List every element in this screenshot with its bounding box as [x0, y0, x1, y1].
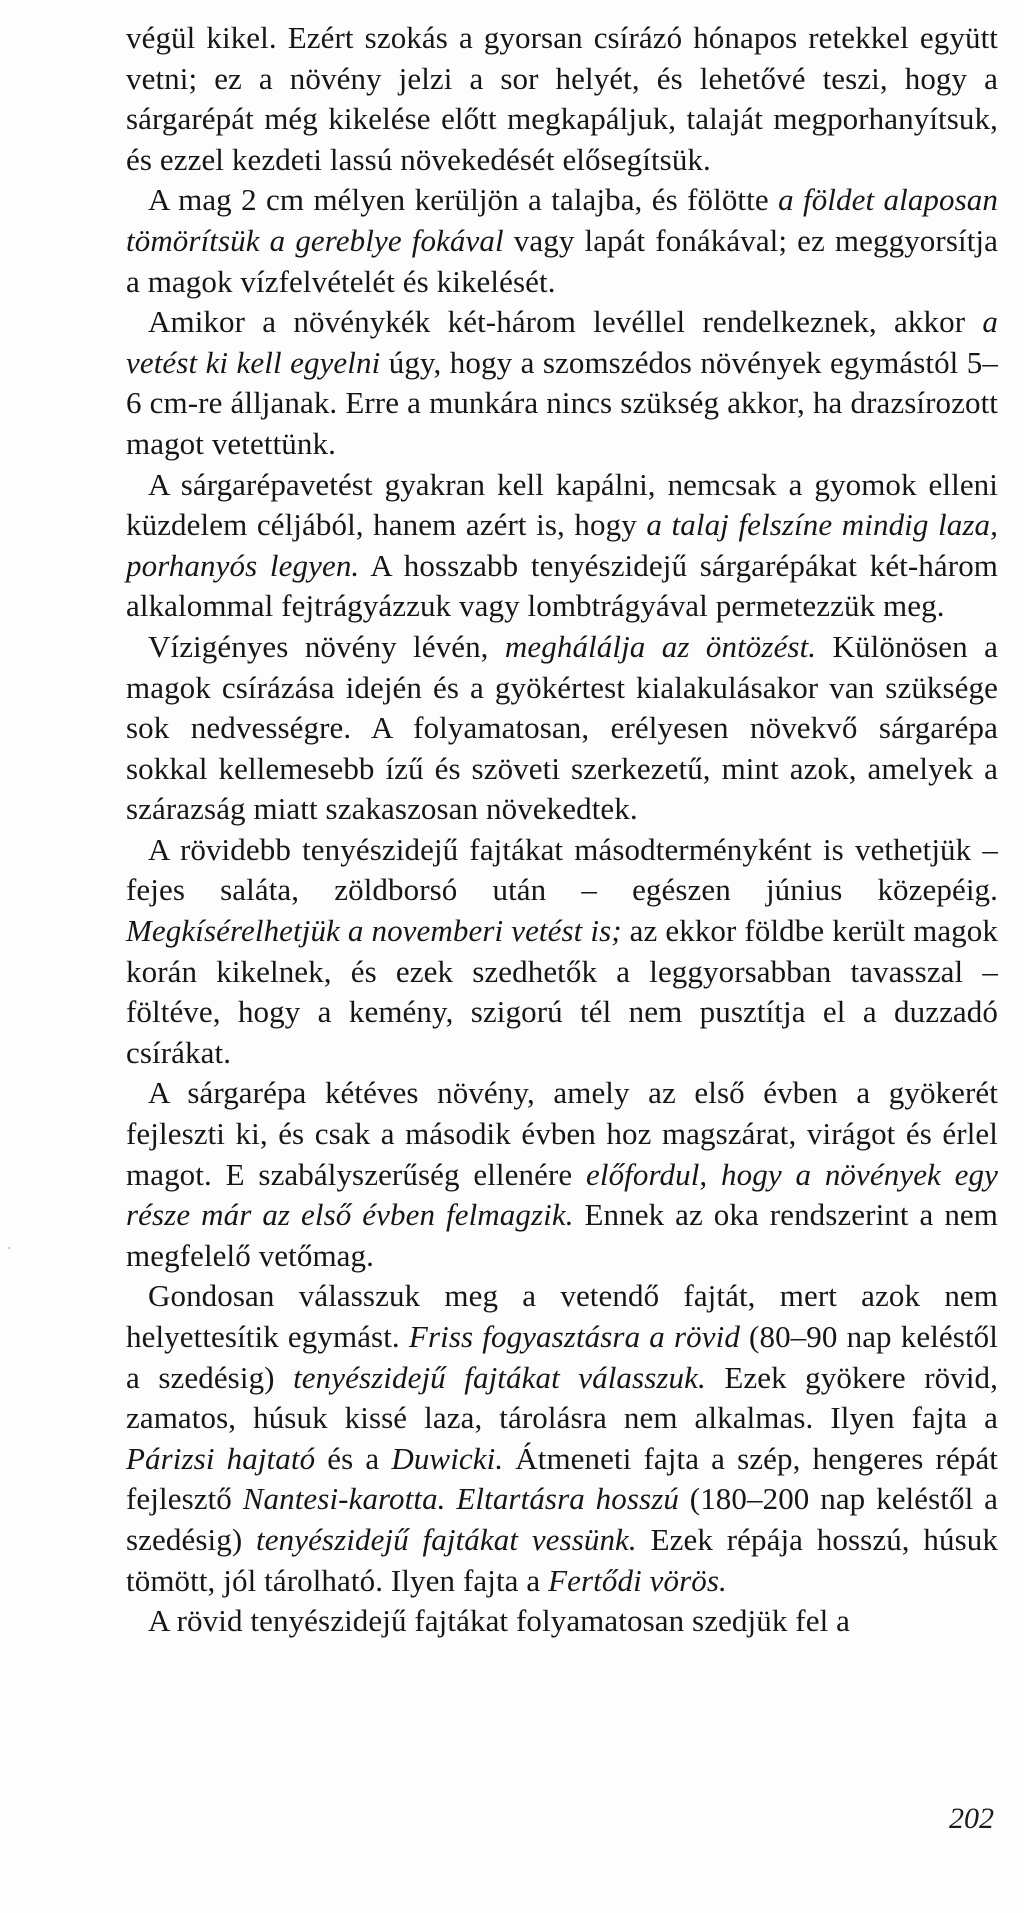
- text-run: Gondosan válasszuk meg a vetendő fajtát, mert azok nem helyettesítik egymást.: [126, 1278, 998, 1354]
- italic-text: tenyészidejű fajtákat vessünk.: [256, 1521, 637, 1557]
- text-run: és a: [315, 1440, 392, 1476]
- text-run: Különösen a magok csírázása idején és a gyökértest kialakulásakor van szüksége sok nedvességre. A folyamatosan, erélyesen növekvő sárgarépa sokkal kellemesebb ízű és szöveti szerkezetű, mint azok, amelyek a szárazság miatt szakaszosan növekedtek.: [126, 628, 998, 827]
- text-run: (180–200 nap keléstől a szedésig): [126, 1481, 998, 1557]
- italic-text: Párizsi hajtató: [126, 1440, 316, 1476]
- paragraph: [126, 18, 998, 180]
- paragraph: [126, 1601, 998, 1642]
- text-run: A rövid tenyészidejű fajtákat folyamatosan szedjük fel a: [148, 1603, 850, 1639]
- body-text: [126, 18, 998, 1642]
- text-run: A mag 2 cm mélyen kerüljön a talajba, és fölötte: [148, 182, 779, 218]
- text-run: vagy lapát fonákával; ez meggyorsítja a magok vízfelvételét és kikelését.: [126, 222, 998, 299]
- scan-speck: [8, 1247, 10, 1249]
- text-run: Átmeneti fajta a szép, hengeres répát fejlesztő: [126, 1440, 999, 1517]
- text-run: Ennek az oka rendszerint a nem megfelelő vetőmag.: [126, 1197, 998, 1273]
- italic-text: előfordul, hogy a növények egy része már az első évben felmagzik.: [126, 1156, 998, 1233]
- italic-text: Duwicki.: [391, 1440, 504, 1476]
- paragraph: [126, 180, 998, 302]
- paragraph: [126, 1073, 998, 1276]
- italic-text: a talaj felszíne mindig laza, porhanyós legyen.: [126, 507, 998, 583]
- text-run: az ekkor földbe került magok korán kikelnek, és ezek szedhetők a leggyorsabban tavasszal – föltéve, hogy a kemény, szigorú tél nem pusztítja el a duzzadó csírákat.: [126, 913, 998, 1070]
- paragraph: [126, 627, 998, 830]
- italic-text: a földet alaposan tömörítsük a gereblye fokával: [126, 182, 998, 258]
- paragraph: [126, 830, 998, 1074]
- text-run: Ezek répája hosszú, húsuk tömött, jól tárolható. Ilyen fajta a: [126, 1521, 998, 1598]
- italic-text: tenyészidejű fajtákat válasszuk.: [293, 1359, 706, 1395]
- text-run: [446, 1481, 457, 1516]
- text-run: végül kikel. Ezért szokás a gyorsan csírázó hónapos retekkel együtt vetni; ez a növény jelzi a sor helyét, és lehetővé teszi, hogy a sárgarépát még kikelése előtt megkapáljuk, talaját megporhanyítsuk, és ezzel kezdeti lassú növekedését elősegítsük.: [126, 20, 998, 177]
- italic-text: Eltartásra hosszú: [456, 1481, 679, 1517]
- page-number: 202: [949, 1802, 994, 1835]
- text-run: úgy, hogy a szomszédos növények egymástól 5–6 cm-re álljanak. Erre a munkára nincs szükség akkor, ha drazsírozott magot vetettünk.: [126, 344, 998, 461]
- paragraph: [126, 302, 998, 464]
- text-run: A rövidebb tenyészidejű fajtákat másodterményként is vethetjük – fejes saláta, zöldborsó után – egészen június közepéig.: [126, 831, 998, 908]
- text-run: A sárgarépavetést gyakran kell kapálni, nemcsak a gyomok elleni küzdelem céljából, hanem azért is, hogy: [126, 466, 998, 543]
- paragraph: [126, 465, 998, 627]
- text-run: A sárgarépa kétéves növény, amely az első évben a gyökerét fejleszti ki, és csak a második évben hoz magszárat, virágot és érlel magot. E szabályszerűség ellenére: [126, 1075, 998, 1192]
- text-run: Ezek gyökere rövid, zamatos, húsuk kissé laza, tárolásra nem alkalmas. Ilyen fajta a: [126, 1359, 998, 1436]
- italic-text: Megkísérelhetjük a novemberi vetést is;: [126, 913, 622, 949]
- text-run: (80–90 nap keléstől a szedésig): [126, 1319, 998, 1395]
- italic-text: Nantesi-karotta.: [242, 1481, 446, 1517]
- text-run: A hosszabb tenyészidejű sárgarépákat két-három alkalommal fejtrágyázzuk vagy lombtrágyával permetezzük meg.: [126, 547, 999, 624]
- italic-text: Friss fogyasztásra a rövid: [408, 1319, 740, 1354]
- italic-text: meghálálja az öntözést.: [504, 628, 817, 664]
- text-run: Amikor a növénykék két-három levéllel rendelkeznek, akkor: [148, 304, 983, 340]
- paragraph: [126, 1276, 998, 1601]
- text-run: Vízigényes növény lévén,: [148, 628, 505, 664]
- italic-text: a vetést ki kell egyelni: [126, 304, 998, 380]
- italic-text: Fertődi vörös.: [548, 1562, 727, 1598]
